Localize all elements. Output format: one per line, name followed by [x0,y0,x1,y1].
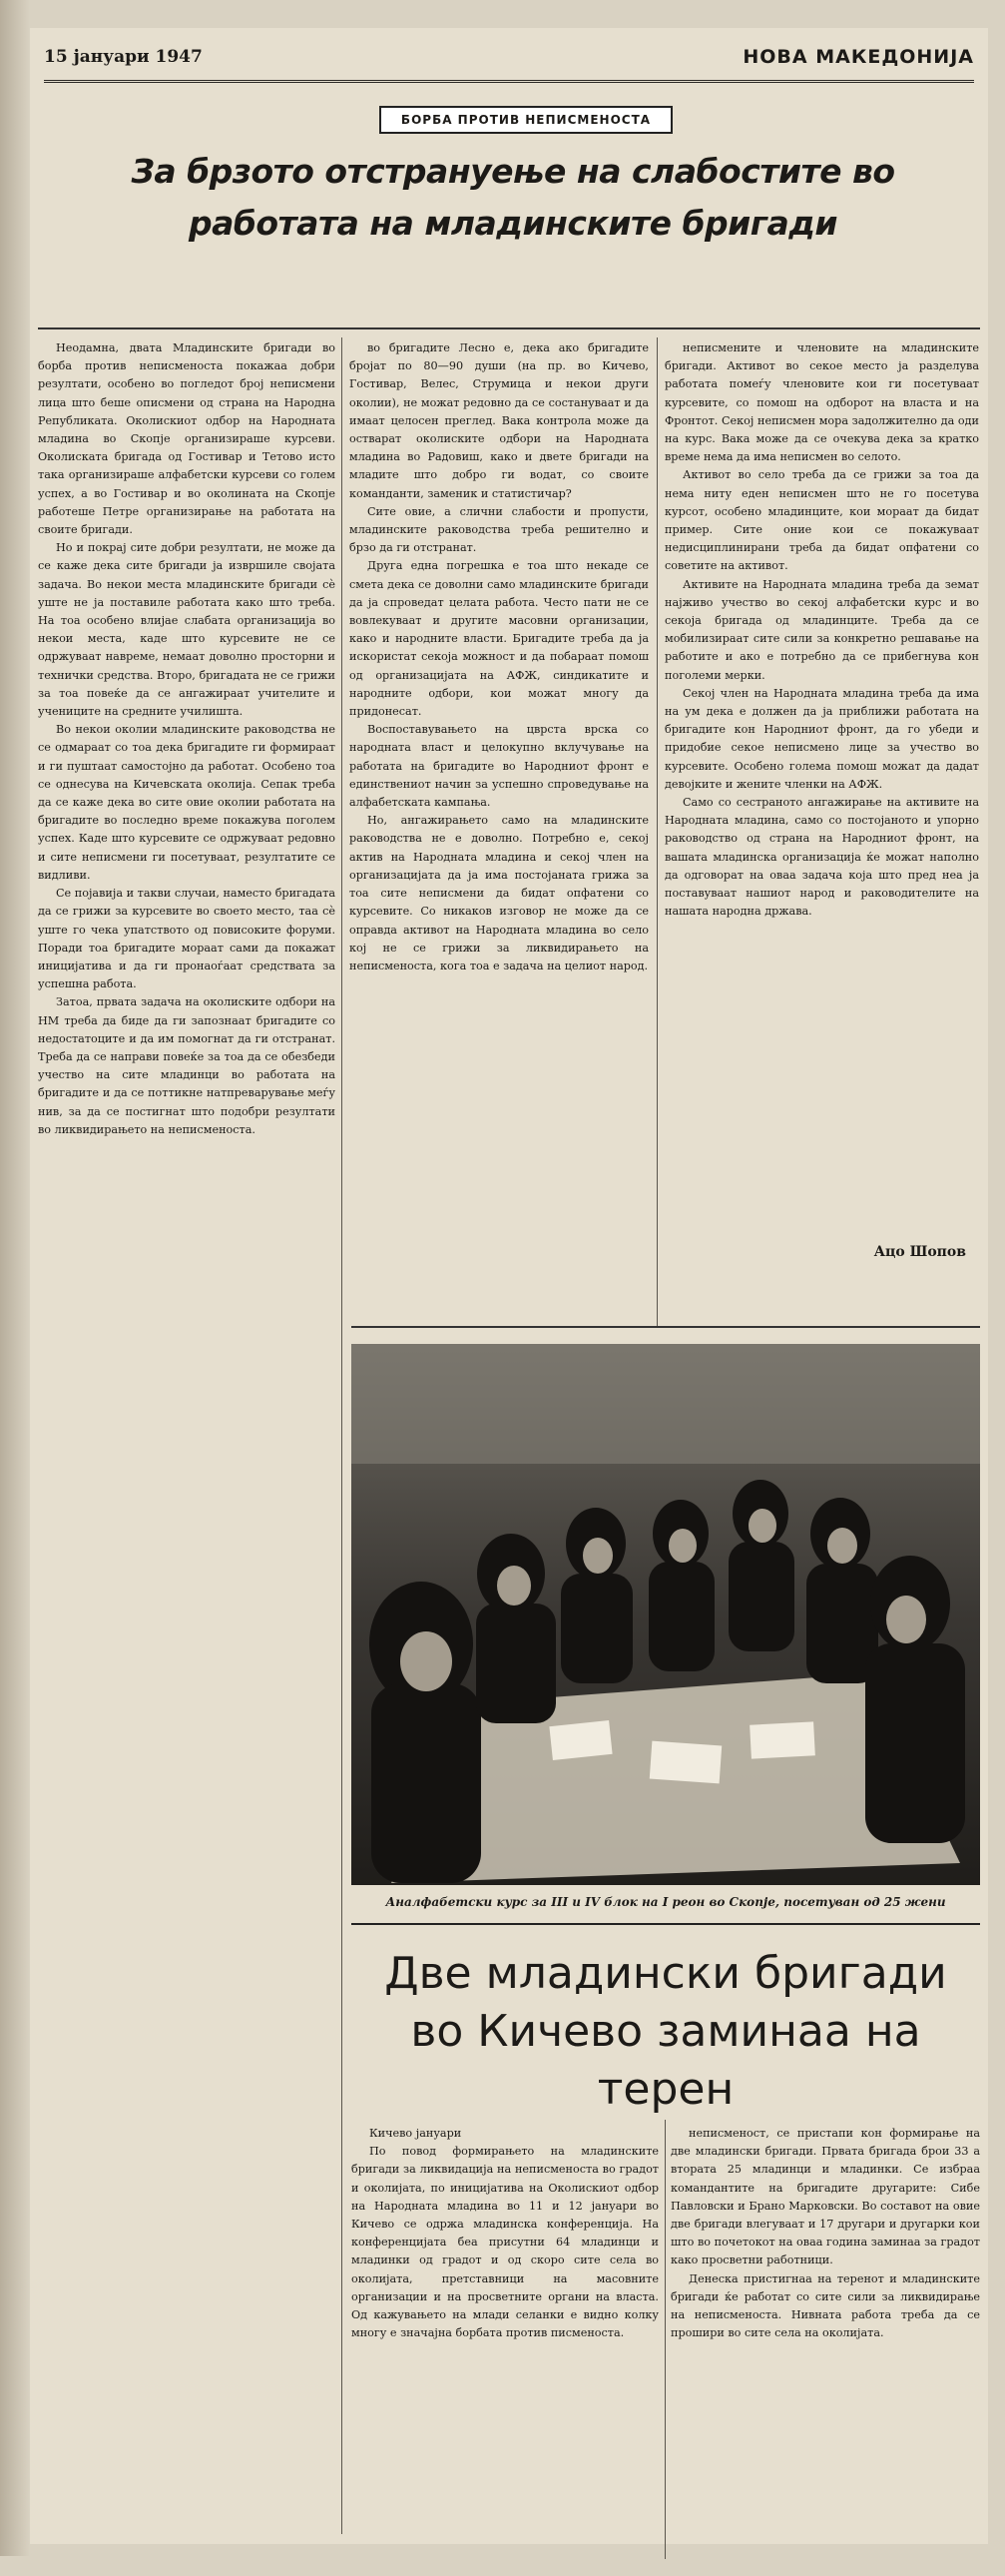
news-photo [351,1344,980,1885]
paragraph: Секој член на Народната младина треба да има на ум дека е должен да ја приближи работата на бригадите кон Народниот фронт, да го убеди и придобие секое неписмено лице за учество во курсевите. Особено голема помош можат да дадат девојките и жените членки на АФЖ. [665,686,979,791]
article-kicker: БОРБА ПРОТИВ НЕПИСМЕНОСТА [379,106,673,134]
second-article-column-1 [351,2125,659,2564]
issue-date: 15 јануари 1947 [44,47,203,67]
paragraph: Затоа, првата задача на околиските одбори на НМ треба да биде да ги запознаат бригадите со недостатоците и да им помогнат да ги отстранат. Треба да се направи повеќе за тоа да се обезбеди учество на сите младинци во работата на бригадите и да се поттикне натпреварување меѓу нив, за да се постигнат што подобри резултати во ликвидирањето на неписменоста. [38,995,335,1136]
paragraph: Се појавија и такви случаи, наместо бригадата да се грижи за курсевите во своето место, таа сè уште го чека упатството од повисоките форуми. Поради тоа бригадите мораат сами да покажат иницијатива и да ги пронаоѓаат средствата за успешна работа. [38,887,335,991]
article-column-3 [665,339,979,1238]
page-header [44,34,974,83]
paragraph: неписмените и членовите на младинските бригади. Активот во секое место ја разделува работата помеѓу членовите кои ги посетуваат курсевите, со помош на одборот на власта и на Фронтот. Секој неписмен мора задолжително да оди на курс. Вака може да се очекува дека за кратко време нема да има неписмен во селото. [665,341,979,464]
paragraph: Во некои околии младинските раководства не се одмараат со тоа дека бригадите ги формираат и ги пуштаат самостојно да работат. Особено тоа се однесува на Кичевската околија. Сепак треба да се каже дека во сите овие околии работата на бригадите во последно време покажува поголем успех. Каде што курсевите се одржуваат редовно и сите неписмени ги посетуваат, резултатите се видливи. [38,723,335,882]
paragraph: Денеска пристигнаа на теренот и младинските бригади ќе работат со сите сили за ликвидирање на неписменоста. Нивната работа треба да се прошири во сите села на околијата. [671,2271,980,2340]
article-column-1 [38,339,335,2576]
paragraph: Активите на Народната младина треба да земат најживо учество во секој алфабетски курс и во секоја бригада од младинците. Треба да се мобилизираат сите сили за конкретно решавање на работите и ако е потребно да се прибегнува кон поголеми мерки. [665,577,979,682]
second-article-column-2 [671,2125,980,2564]
paragraph: Но, ангажирањето само на младинските раководства не е доволно. Потребно е, секој актив на Народната младина и секој член на организацијата да ја има постојаната грижа за тоа сите неписмени да бидат опфатени со курсевите. Со никаков изговор не може да се оправда активот на Народната младина во село кој не се грижи за ликвидирањето на неписменоста, кога тоа е задача на целиот народ. [349,814,649,972]
article-headline: За брзото отстрануење на слабостите во работата на младинските бригади [131,152,895,243]
photo-illustration [351,1344,980,1885]
newspaper-page [30,28,988,2544]
paragraph: Само со сестраното ангажирање на активите на Народната младина, само со постојаното и упорно раководство од страна на Народниот фронт, на вашата младинска организација ќе можат наполно да одговорат на оваа задача која што пред неа ја поставуваат нашиот народ и раководителите на нашата народна држава. [665,796,979,919]
paragraph: Сите овие, а слични слабости и пропусти, младинските раководства треба решително и брзо да ги отстранат. [349,504,649,555]
photo-caption: Аналфабетски курс за III и IV блок на I реон во Скопје, посетуван од 25 жени [385,1895,946,1909]
column-divider [341,337,342,2534]
second-article-headline: Две младински бригади во Кичево заминаа на терен [384,1948,947,2115]
paragraph: Активот во село треба да се грижи за тоа да нема ниту еден неписмен што не го посетува курсот, особено младинците, кои мораат да бидат пример. Сите оние кои се покажуваат недисциплинирани треба да бидат опфатени со советите на активот. [665,468,979,573]
paragraph: Друга една погрешка е тоа што некаде се смета дека се доволни само младинските бригади да ја спроведат целата работа. Често пати не се вовлекуваат и другите масовни организации, како и народните власти. Бригадите треба да ја искористат секоја можност и да побараат помош од организацијата на АФЖ, синдикатите и народните одбори, кои можат многу да придонесат. [349,559,649,719]
paragraph: Но и покрај сите добри резултати, не може да се каже дека сите бригади ја извршиле својата задача. Во некои места младинските бригади сè уште не ја поставиле работата како што треба. На тоа особено влијае слабата организација во некои места, каде што курсевите не се одржуваат навреме, немаат доволно просторни и технички средства. Второ, бригадата не се грижи за тоа повеќе да се ангажираат учителите и учениците на средните училишта. [38,541,335,719]
paragraph: Воспоставувањето на цврста врска со народната власт и целокупно вклучување на работата на бригадите во Народниот фронт е единствениот начин за успешно спроведување на алфабетската кампања. [349,723,649,810]
paragraph: Неодамна, двата Младинските бригади во борба против неписменоста покажаа добри резултати, особено во погледот број неписмени лица што беше описмени од страна на Народна Републиката. Околискиот одбор на Народната младина во Скопје организираше курсеви. Околиската бригада од Гостивар и Тетово исто така организираше алфабетски курсеви со голем успех, а во Гостивар и во околината на Скопје работеше Петре организирање на работата на своите бригади. [38,341,335,537]
binding-shadow [0,0,30,2556]
paper-name: НОВА МАКЕДОНИЈА [743,46,974,68]
article-column-2 [349,339,649,1308]
column-divider [665,2120,666,2559]
paragraph: неписменост, се пристапи кон формирање на две младински бригади. Првата бригада брои 33 а втората 25 младинци и младинки. Се избраа командантите на бригадите другарите: Сибе Павловски и Брано Марковски. Во составот на овие две бригади влегуваат и 17 другари и другарки кои што во почетокот на оваа година заминаа за градот како просветни работници. [671,2127,980,2267]
paragraph: Кичево јануари [369,2127,462,2140]
photo-rule [351,1326,980,1328]
headline-rule [38,327,980,329]
paragraph: во бригадите Лесно е, дека ако бригадите бројат по 80—90 души (на пр. во Кичево, Гостивар, Велес, Струмица и некои други околии), не можат редовно да се состануваат и да имаат целосен преглед. Вака контрола може да остварат околиските одбори на Народната младина во Радовиш, како и двете бригади на младите што добро ги водат, со своите команданти, заменик и статистичар? [349,341,649,500]
column-divider [657,337,658,1326]
author-signature: Ацо Шопов [873,1244,966,1260]
paragraph: По повод формирањето на младинските бригади за ликвидација на неписменоста во градот и околијата, по иницијатива на Околискиот одбор на Народната младина во 11 и 12 јануари во Кичево се одржа младинска конференција. На конференцијата беа присутни 64 младинци и младинки од градот и од скоро сите села во околијата, претставници на масовните организации и на просветните органи на власта. Од кажувањето на млади селанки е видно колку многу е значајна борбата против писменоста. [351,2145,659,2340]
